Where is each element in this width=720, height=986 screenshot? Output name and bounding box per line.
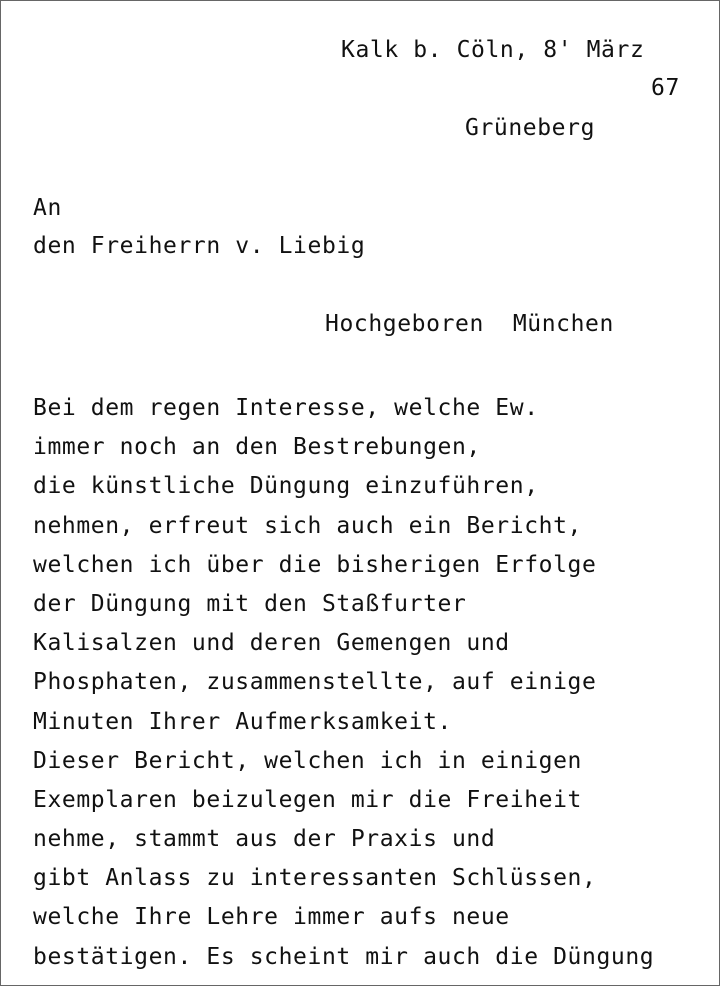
place-date: Kalk b. Cöln, 8' März <box>341 37 645 63</box>
body-line: der Düngung mit den Staßfurter <box>33 590 467 617</box>
letter-year: 67 <box>651 75 680 101</box>
sender-name: Grüneberg <box>465 115 596 141</box>
body-line: Dieser Bericht, welchen ich in einigen <box>33 747 582 774</box>
body-line: die künstliche Düngung einzuführen, <box>33 473 539 500</box>
body-line: Exemplaren beizulegen mir die Freiheit <box>33 786 582 813</box>
body-line: Phosphaten, zusammenstellte, auf einige <box>33 669 597 696</box>
body-line: nehmen, erfreut sich auch ein Bericht, <box>33 512 582 539</box>
body-line: welchen ich über die bisherigen Erfolge <box>33 551 597 578</box>
body-line: Kalisalzen und deren Gemengen und <box>33 630 510 657</box>
body-line: Bei dem regen Interesse, welche Ew. <box>33 395 539 421</box>
body-line: immer noch an den Bestrebungen, <box>33 434 481 461</box>
body-line: welche Ihre Lehre immer aufs neue <box>33 904 510 931</box>
salutation-line: den Freiherrn v. Liebig <box>33 233 366 259</box>
body-line: Minuten Ihrer Aufmerksamkeit. <box>33 708 452 735</box>
body-line: gibt Anlass zu interessanten Schlüssen, <box>33 865 597 892</box>
body-line: nehme, stammt aus der Praxis und <box>33 826 496 853</box>
letter-body <box>33 389 654 977</box>
recipient-address: Hochgeboren München <box>325 311 614 337</box>
salutation-line: An <box>33 195 62 221</box>
body-line: bestätigen. Es scheint mir auch die Düngung <box>33 943 655 970</box>
